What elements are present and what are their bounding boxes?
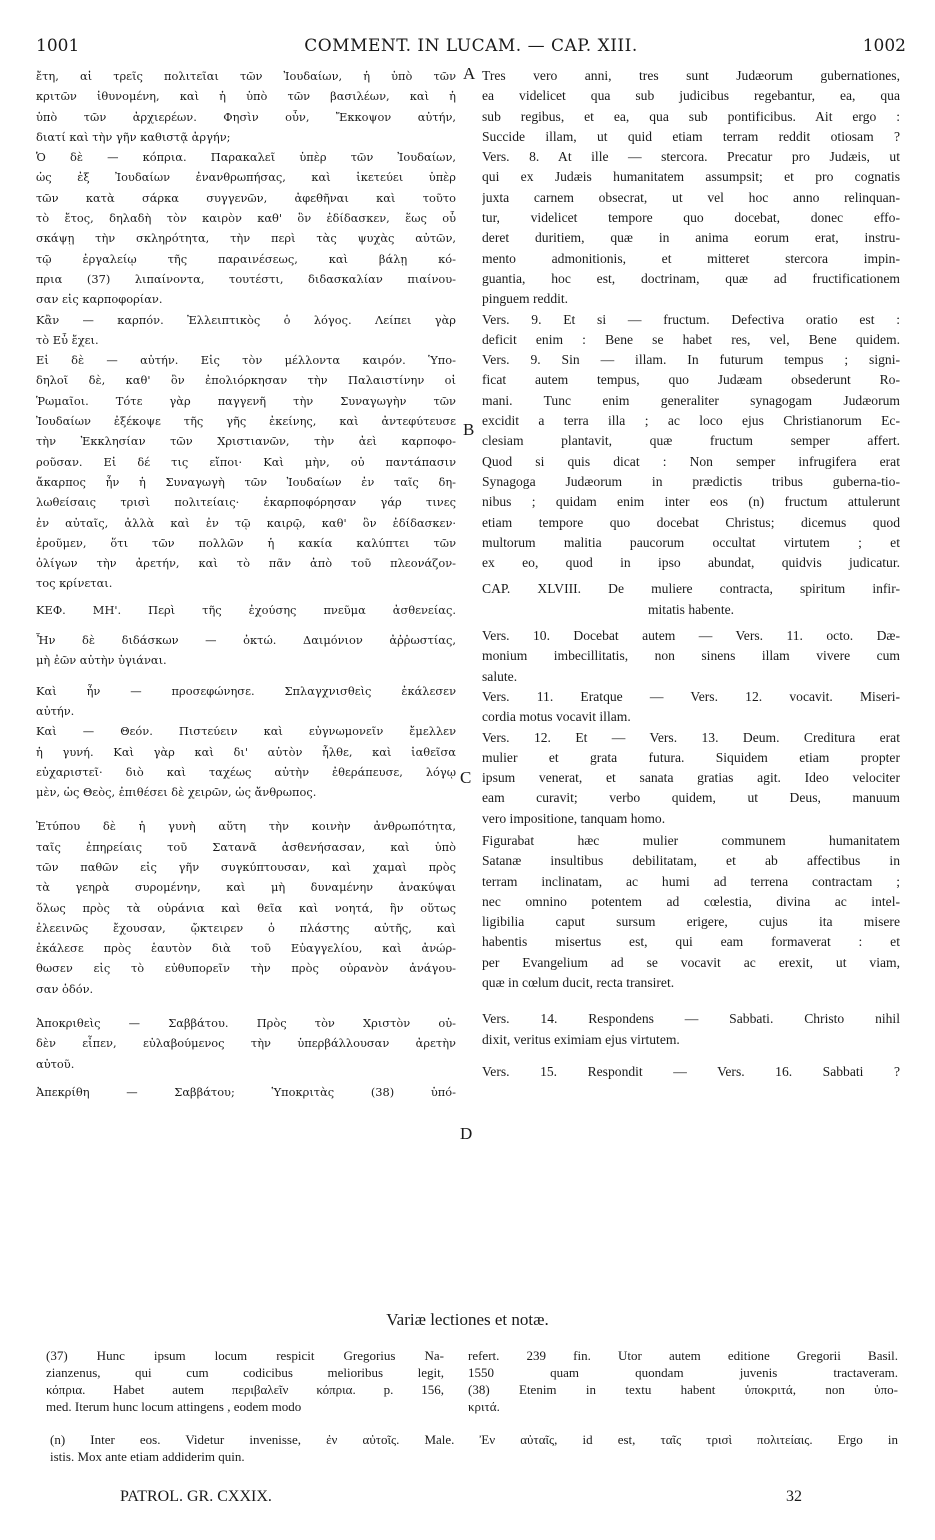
greek-line: ὑπὸ τῶν ἀρχιερέων. Φησὶν οὖν, Ἔκκοψον αὐτήν, <box>36 109 456 124</box>
footnote-line: zianzenus, qui cum codicibus melioribus legit, <box>46 1365 444 1380</box>
notes-title: Variæ lectiones et notæ. <box>386 1310 549 1329</box>
latin-line: Quod si quis dicat : Non semper infrugifera erat <box>482 453 900 469</box>
greek-line: Ῥωμαῖοι. Τότε γὰρ παγγενῆ τὴν Συναγωγὴν τῶν <box>36 393 456 408</box>
footnote-line: (38) Etenim in textu habent ὑποκριτά, non ὑπο- <box>468 1382 898 1397</box>
greek-line: ὡς ἐξ Ἰουδαίων ἐνανθρωπήσας, καὶ ἱκετεύει ὑπὲρ <box>36 170 456 185</box>
greek-line: Εἰ δὲ — αὐτήν. Εἰς τὸν μέλλοντα καιρόν. Ὑπο- <box>36 353 456 368</box>
margin-letter-c: C <box>460 768 472 787</box>
greek-line: τος κρίνεται. <box>36 576 113 591</box>
footnote-line: (37) Hunc ipsum locum respicit Gregorius Na- <box>46 1348 444 1363</box>
latin-line: Succide illam, ut quid etiam terram reddit otiosam ? <box>482 128 900 144</box>
margin-letter-d: D <box>460 1124 473 1143</box>
greek-line: τῶν παθῶν εἰς γῆν συγκύπτουσαν, καὶ χαμαὶ πρὸς <box>36 859 456 874</box>
latin-line: nec omnino potentem ad cœlestia, divina ac intel- <box>482 893 900 909</box>
latin-line: Vers. 8. At ille — stercora. Precatur pro Judæis, ut <box>482 149 900 165</box>
latin-line: clesiam plantavit, quæ fructum semper affert. <box>482 433 900 449</box>
latin-line: per Evangelium ad se vocavit ac erexit, ut viam, <box>482 954 900 970</box>
greek-line: Ἀποκριθεὶς — Σαββάτου. Πρὸς τὸν Χριστὸν οὐ- <box>36 1016 456 1031</box>
latin-line: CAP. XLVIII. De muliere contracta, spiritum infir- <box>482 581 900 597</box>
latin-line: Vers. 15. Respondit — Vers. 16. Sabbati ? <box>482 1063 900 1079</box>
greek-column <box>36 66 456 1102</box>
footnote-line: κριτά. <box>468 1399 500 1414</box>
greek-line: τὸ Εὖ ἔχει. <box>36 332 99 347</box>
latin-line: sub regibus, et ea, qua sub pontificibus. Ait ergo : <box>482 108 900 124</box>
greek-line: τὴν Ἐκκλησίαν τῶν Χριστιανῶν, τὴν ἀεὶ καρποφο- <box>36 434 456 449</box>
greek-line: εὐχαριστεῖ· διὸ καὶ ταχέως αὐτὴν ἐθεράπευσε, λόγῳ <box>36 764 456 779</box>
greek-line: τὰ γεηρὰ συρομένην, καὶ μὴ δυναμένην ἀνακύψαι <box>36 880 456 895</box>
greek-line: τῷ ἐργαλείῳ τῆς παραινέσεως, καὶ βάλῃ κό- <box>36 251 456 266</box>
greek-line: σαν ὁδόν. <box>36 981 94 996</box>
greek-line: ταῖς ἐπηρείαις τοῦ Σατανᾶ ἀσθενήσασαν, καὶ ὑπὸ <box>36 839 456 854</box>
latin-line: ligibilia caput sursum erigere, cujus ita misere <box>482 914 900 930</box>
greek-line: πρια (37) λιπαίνοντα, τουτέστι, διδασκαλίαν πιαίνου- <box>36 271 456 286</box>
greek-line: ὅλως πρὸς τὰ οὐράνια καὶ θεῖα καὶ νοητά, ἣν οὕτως <box>36 900 456 915</box>
greek-line: Καὶ ἦν — προσεφώνησε. Σπλαγχνισθεὶς ἐκάλεσεν <box>36 683 456 698</box>
footnote-line: κόπρια. Habet autem περιβαλεῖν κόπρια. p. 156, <box>46 1382 444 1397</box>
greek-line: τὸ ἔτος, δηλαδὴ τὸν καιρὸν καθ' ὃν ἐδίδασκεν, ἕως οὗ <box>36 211 456 226</box>
greek-line: κριτῶν ἰθυνομένη, καὶ ἡ ὑπὸ τῶν βασιλέων, καὶ ἡ <box>36 89 456 104</box>
latin-line: eam curavit; verbo quidem, ut Deus, manuum <box>482 790 900 806</box>
margin-letter-a: A <box>463 64 476 83</box>
latin-line: nibus ; quidam enim inter eos (n) fructum attulerunt <box>482 494 900 510</box>
latin-line: excidit a terra illa ; ac loco ejus Christianorum Ec- <box>482 413 900 429</box>
greek-line: αὐτήν. <box>36 703 75 718</box>
latin-line: Vers. 9. Sin — illam. In futurum tempus ; signi- <box>482 352 900 368</box>
latin-line: habentis misertus est, qui eam formaverat : et <box>482 934 900 950</box>
latin-line: mulier et grata futura. Siquidem etiam propter <box>482 749 900 765</box>
latin-line: deficit enim : Bene se habet res, vel, Bene quidem. <box>482 331 900 347</box>
latin-line: ficat autem tempus, quo Judæam obsederunt Ro- <box>482 372 900 388</box>
greek-line: δηλοῖ δὲ, καθ' ὃν ἐπολιόρκησαν τὴν Παλαιστίνην οἱ <box>36 373 456 388</box>
latin-line: dixit, veritus eximiam ejus virtutem. <box>482 1031 680 1047</box>
running-header <box>36 36 906 58</box>
page-number-left: 1001 <box>36 36 80 56</box>
latin-line: Synagoga Judæorum in prædictis tribus guberna-tio- <box>482 473 900 489</box>
latin-column <box>482 66 900 1082</box>
greek-line: θωσεν εἰς τὸ εὐθυπορεῖν τὴν πρὸς οὐρανὸν ἀνάγου- <box>36 961 456 976</box>
greek-line: Ἐτύπου δὲ ἡ γυνὴ αὕτη τὴν κοινὴν ἀνθρωπότητα, <box>36 819 456 834</box>
latin-line: Vers. 14. Respondens — Sabbati. Christo nihil <box>482 1011 900 1027</box>
footnotes-right <box>468 1347 898 1415</box>
latin-line: ipsum venerat, et sanata gratias agit. Ideo velociter <box>482 770 900 786</box>
latin-line: monium imbecillitatis, non sinens illam vivere cum <box>482 648 900 664</box>
footnote-line: med. Iterum hunc locum attingens , eodem modo <box>46 1399 302 1414</box>
latin-line: quæ in cœlum ducit, recta transiret. <box>482 975 675 991</box>
footnote-line: refert. 239 fin. Utor autem editione Gregorii Basil. <box>468 1348 898 1363</box>
greek-line: Ἀπεκρίθη — Σαββάτου; Ὑποκριτὰς (38) ὑπό- <box>36 1084 456 1099</box>
greek-line: ὀλίγων τὴν ἀρετήν, καὶ τὸ πᾶν ἀπὸ τοῦ πλεονάζον- <box>36 556 456 571</box>
signature-number: 32 <box>786 1488 802 1505</box>
latin-line: mento admonitionis, et mitteret stercora impin- <box>482 250 900 266</box>
footnote-line: istis. Mox ante etiam addiderim quin. <box>50 1449 245 1464</box>
latin-line: vero impositione, tanquam homo. <box>482 810 666 826</box>
page-number-right: 1002 <box>862 36 906 56</box>
greek-line: Ἰουδαίων ἐξέκοψε τῆς γῆς ἐκείνης, καὶ ἀντεφύτευσε <box>36 414 456 429</box>
greek-line: Καὶ — Θεόν. Πιστεύειν καὶ εὐγνωμονεῖν ἔμελλεν <box>36 724 456 739</box>
footnote-line: 1550 quam quondam juvenis tractaveram. <box>468 1365 898 1380</box>
latin-line: Vers. 11. Eratque — Vers. 12. vocavit. Miseri- <box>482 688 900 704</box>
greek-line: Ἦν δὲ διδάσκων — ὀκτώ. Δαιμόνιον ἀῤῥωστίας, <box>36 633 456 648</box>
latin-line: deret duritiem, quæ in anima eorum erat, instru- <box>482 230 900 246</box>
footnote-line: (n) Inter eos. Videtur invenisse, ἐν αὐτοῖς. Male. Ἐν αὐταῖς, id est, ταῖς τρισὶ πολιτείαις. Ergo in <box>50 1432 898 1447</box>
latin-line: guantia, hoc est, doctrinam, quæ ad fructificationem <box>482 270 900 286</box>
greek-line: σαν εἰς καρποφορίαν. <box>36 292 163 307</box>
latin-line: Tres vero anni, tres sunt Judæorum gubernationes, <box>482 68 900 83</box>
greek-line: Κἂν — καρπόν. Ἐλλειπτικὸς ὁ λόγος. Λείπει γὰρ <box>36 312 456 327</box>
latin-line: ea videlicet qua sub judicibus regebantur, ea, qua <box>482 88 900 104</box>
greek-line: Ὁ δὲ — κόπρια. Παρακαλεῖ ὑπὲρ τῶν Ἰουδαίων, <box>36 150 456 165</box>
greek-line: ἔτη, αἱ τρεῖς πολιτεῖαι τῶν Ἰουδαίων, ἡ ὑπὸ τῶν <box>36 69 456 83</box>
greek-line: ἡ γυνή. Καὶ γὰρ καὶ δι' αὐτὸν ἦλθε, καὶ ἰαθεῖσα <box>36 744 456 759</box>
latin-line: etiam tempore quo docebat Christus; dicemus quod <box>482 514 900 530</box>
greek-line: σκάψῃ τὴν σκληρότητα, τὴν περὶ τὰς ψυχὰς αὐτῶν, <box>36 231 456 246</box>
greek-line: λωθείσαις τρισὶ πολιτείαις· ἐκαρποφόρησαν γάρ τινες <box>36 495 456 510</box>
greek-line: ἄκαρπος ἦν ἡ Συναγωγὴ τῶν Ἰουδαίων ἐν ταῖς δη- <box>36 474 456 489</box>
latin-line: Vers. 9. Et si — fructum. Defectiva oratio est : <box>482 311 900 327</box>
greek-line: αὐτοῦ. <box>36 1056 75 1071</box>
latin-line: mitatis habente. <box>647 601 735 617</box>
latin-line: cordia motus vocavit illam. <box>482 709 631 725</box>
greek-line: ροῦσαν. Εἰ δέ τις εἴποι· Καὶ μὴν, οὐ παντάπασιν <box>36 454 456 469</box>
footnote-n <box>50 1431 898 1465</box>
latin-line: pinguem reddit. <box>482 291 569 307</box>
latin-line: Figurabat hæc mulier communem humanitatem <box>482 832 900 848</box>
greek-line: μὴ ἐῶν αὐτὴν ὑγιάναι. <box>36 653 167 668</box>
greek-line: δὲν εἶπεν, εὐλαβούμενος τὴν ὑπερβάλλουσαν ἀρετὴν <box>36 1036 456 1051</box>
latin-line: mani. Tunc enim generaliter synagogam Judæorum <box>482 392 900 408</box>
latin-line: Satanæ insultibus debilitatam, et ab affectibus in <box>482 853 900 869</box>
greek-line: τῶν κατὰ σάρκα συγγενῶν, ἀφεθῆναι καὶ τοῦτο <box>36 190 456 205</box>
greek-line: ἐλεεινῶς ἔχουσαν, ᾤκτειρεν ὁ πλάστης αὐτῆς, καὶ <box>36 920 456 935</box>
latin-line: terram inclinatam, ac humi ad terrena contractam ; <box>482 873 900 889</box>
greek-line: μὲν, ὡς Θεὸς, ἐπιθέσει δὲ χειρῶν, ὡς ἄνθρωπος. <box>36 785 317 800</box>
latin-line: tur, videlicet tempore quo docebat, donec effo- <box>482 210 900 226</box>
latin-line: Vers. 10. Docebat autem — Vers. 11. octo. Dæ- <box>482 628 900 644</box>
latin-line: ex eo, quod in ipso abundat, quidvis judicatur. <box>482 555 900 571</box>
greek-line: ἐν αὐταῖς, ἀλλὰ καὶ ἐν τῷ καιρῷ, καθ' ὃν ἐδίδασκεν· <box>36 515 456 530</box>
greek-line: ἐροῦμεν, ὅτι τῶν πολλῶν ἡ κακία καλύπτει τῶν <box>36 535 456 550</box>
greek-line: ΚΕΦ. ΜΗ'. Περὶ τῆς ἐχούσης πνεῦμα ἀσθενείας. <box>36 602 456 617</box>
series-footer: PATROL. GR. CXXIX. <box>120 1488 272 1505</box>
greek-line: διατί καὶ τὴν γῆν καθιστᾷ ἀργήν; <box>36 129 231 144</box>
header-title: COMMENT. IN LUCAM. — CAP. XIII. <box>304 36 638 56</box>
latin-line: multorum malitia paucorum occultat virtutem ; et <box>482 534 900 550</box>
latin-line: salute. <box>482 668 518 684</box>
margin-letter-b: B <box>463 420 475 439</box>
greek-line: ἐκάλεσε πρὸς ἑαυτὸν διὰ τοῦ Εὐαγγελίου, καὶ ἀνώρ- <box>36 941 456 956</box>
latin-line: juxta carnem obsecrat, ut vel hoc anno relinquan- <box>482 189 900 205</box>
latin-line: Vers. 12. Et — Vers. 13. Deum. Creditura erat <box>482 729 900 745</box>
footnotes-left <box>46 1347 444 1415</box>
latin-line: qui ex Judæis humanitatem assumpsit; et pro cognatis <box>482 169 900 185</box>
